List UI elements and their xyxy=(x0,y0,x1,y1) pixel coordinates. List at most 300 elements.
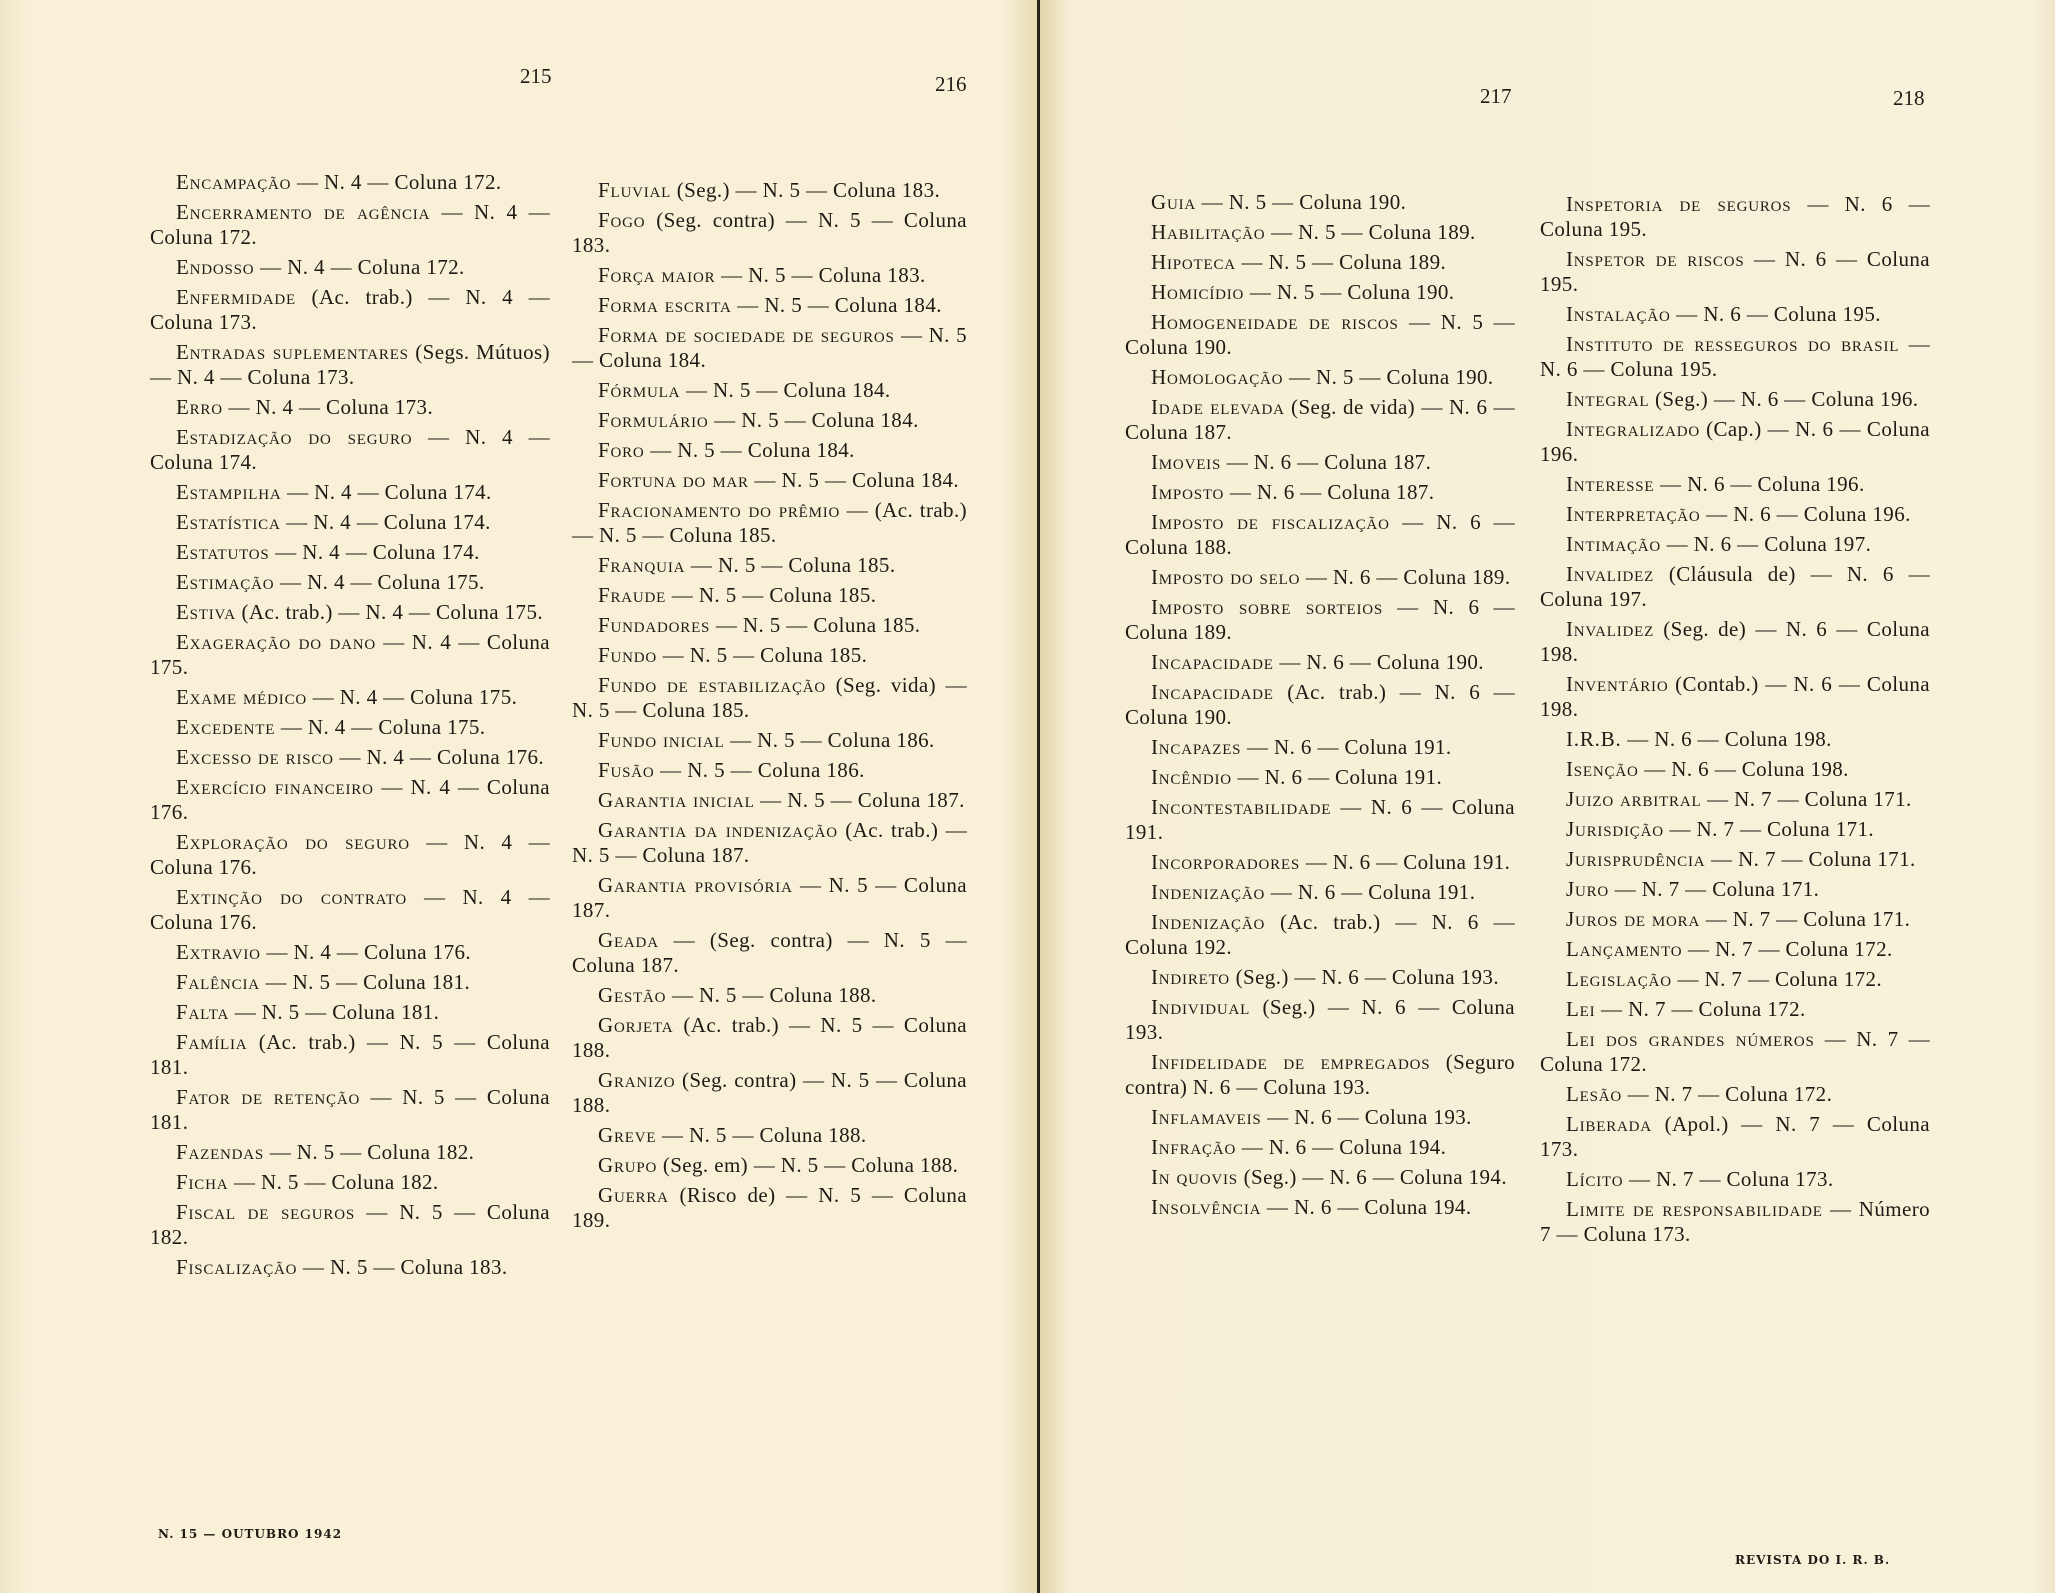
index-entry xyxy=(572,408,967,433)
index-entry xyxy=(572,438,967,463)
index-term: Franquia xyxy=(598,553,686,577)
index-entry xyxy=(572,928,967,978)
index-term: Força maior xyxy=(598,263,716,287)
index-entry xyxy=(1125,480,1515,505)
index-reference: — N. 4 — Coluna 174. xyxy=(280,510,491,534)
index-entry xyxy=(572,1183,967,1233)
index-reference: — N. 5 — Coluna 184. xyxy=(748,468,960,492)
index-term: Ficha xyxy=(176,1170,229,1194)
index-term: Fundadores xyxy=(598,613,711,637)
index-term: Foro xyxy=(598,438,645,462)
index-entry xyxy=(150,1255,550,1280)
index-entry xyxy=(1540,672,1930,722)
index-term: Estimação xyxy=(176,570,275,594)
index-reference: — N. 4 — Coluna 172. xyxy=(150,200,550,249)
index-entry xyxy=(572,208,967,258)
index-term: Imposto do selo xyxy=(1151,565,1301,589)
index-entry xyxy=(572,178,967,203)
index-entry xyxy=(1125,595,1515,645)
index-reference: — N. 6 — Coluna 190. xyxy=(1273,650,1484,674)
index-reference: — N. 6 — Coluna 194. xyxy=(1236,1135,1447,1159)
index-term: Lei dos grandes números xyxy=(1566,1027,1815,1051)
index-term: Fator de retenção xyxy=(176,1085,361,1109)
footer-issue: N. 15 — OUTUBRO 1942 xyxy=(158,1527,343,1541)
index-entry xyxy=(150,170,550,195)
index-entry xyxy=(150,340,550,390)
index-term: Garantia da indenização xyxy=(598,818,838,842)
index-reference: — N. 7 — Coluna 171. xyxy=(1701,787,1912,811)
index-reference: — N. 4 — Coluna 175. xyxy=(150,630,550,679)
index-term: Fazendas xyxy=(176,1140,265,1164)
index-reference: — N. 5 — Coluna 185. xyxy=(685,553,896,577)
index-entry xyxy=(150,970,550,995)
index-term: Imposto xyxy=(1151,480,1225,504)
index-term: Incontestabilidade xyxy=(1151,795,1332,819)
index-entry xyxy=(150,630,550,680)
index-reference: — N. 6 — Coluna 188. xyxy=(1125,510,1515,559)
index-reference: — N. 7 — Coluna 172. xyxy=(1540,1027,1931,1076)
index-entry xyxy=(572,378,967,403)
index-reference: — N. 6 — Coluna 193. xyxy=(1261,1105,1472,1129)
index-entry xyxy=(150,510,550,535)
index-column-215 xyxy=(150,170,550,1285)
index-term: Garantia provisória xyxy=(598,873,793,897)
index-term: Fogo xyxy=(598,208,646,232)
index-reference: — N. 4 — Coluna 174. xyxy=(150,425,550,474)
index-term: Estatutos xyxy=(176,540,270,564)
index-reference: — N. 6 — Coluna 191. xyxy=(1265,880,1476,904)
index-entry xyxy=(1125,735,1515,760)
index-term: Inspetor de riscos xyxy=(1566,247,1745,271)
index-reference: — N. 6 — Coluna 191. xyxy=(1125,795,1515,844)
index-entry xyxy=(572,758,967,783)
index-entry xyxy=(1125,395,1515,445)
index-reference: — N. 5 — Coluna 183. xyxy=(297,1255,508,1279)
index-entry xyxy=(1540,787,1930,812)
index-reference: — N. 4 — Coluna 172. xyxy=(254,255,465,279)
index-entry xyxy=(1125,220,1515,245)
index-term: Garantia inicial xyxy=(598,788,755,812)
index-term: Liberada xyxy=(1566,1112,1652,1136)
index-entry xyxy=(572,1153,967,1178)
index-entry xyxy=(1125,995,1515,1045)
index-reference: (Ac. trab.) — N. 6 — Coluna 190. xyxy=(1125,680,1515,729)
index-entry xyxy=(150,600,550,625)
index-reference: — N. 5 — Coluna 184. xyxy=(708,408,919,432)
index-entry xyxy=(1540,997,1930,1022)
index-entry xyxy=(150,1085,550,1135)
index-term: Fiscalização xyxy=(176,1255,298,1279)
index-entry xyxy=(572,263,967,288)
index-entry xyxy=(1125,250,1515,275)
index-entry xyxy=(150,570,550,595)
index-term: Forma escrita xyxy=(598,293,732,317)
index-term: Exageração do dano xyxy=(176,630,376,654)
index-entry xyxy=(1540,247,1930,297)
index-reference: — N. 4 — Coluna 176. xyxy=(150,830,550,879)
index-reference: — N. 5 — Coluna 190. xyxy=(1283,365,1494,389)
footer-journal: REVISTA DO I. R. B. xyxy=(1735,1553,1891,1567)
index-entry xyxy=(1540,617,1930,667)
index-term: Integral xyxy=(1566,387,1650,411)
index-term: Fusão xyxy=(598,758,655,782)
index-reference: — N. 6 — Coluna 195. xyxy=(1540,332,1930,381)
index-term: Excedente xyxy=(176,715,276,739)
index-reference: — N. 7 — Coluna 171. xyxy=(1705,847,1916,871)
index-term: Fluvial xyxy=(598,178,672,202)
index-entry xyxy=(1540,817,1930,842)
index-entry xyxy=(1540,727,1930,752)
index-entry xyxy=(1540,332,1930,382)
index-entry xyxy=(1125,965,1515,990)
index-reference: — Número 7 — Coluna 173. xyxy=(1540,1197,1930,1246)
index-term: Individual xyxy=(1151,995,1251,1019)
right-page xyxy=(1040,0,2055,1593)
index-entry xyxy=(572,613,967,638)
index-term: Lançamento xyxy=(1566,937,1683,961)
index-term: Fórmula xyxy=(598,378,681,402)
index-term: Fundo xyxy=(598,643,658,667)
index-reference: — N. 5 — Coluna 184. xyxy=(644,438,855,462)
index-term: Interpretação xyxy=(1566,502,1701,526)
index-term: Lícito xyxy=(1566,1167,1624,1191)
index-term: Fortuna do mar xyxy=(598,468,749,492)
index-term: I.R.B. xyxy=(1566,727,1622,751)
index-term: Imposto sobre sorteios xyxy=(1151,595,1384,619)
index-term: Guia xyxy=(1151,190,1197,214)
page-number-215: 215 xyxy=(520,64,552,88)
index-reference: — N. 4 — Coluna 176. xyxy=(333,745,545,769)
index-reference: — N. 6 — Coluna 191. xyxy=(1241,735,1452,759)
index-entry xyxy=(1125,910,1515,960)
index-term: Limite de responsabilidade xyxy=(1566,1197,1823,1221)
index-entry xyxy=(1540,302,1930,327)
index-term: Imposto de fiscalização xyxy=(1151,510,1390,534)
index-entry xyxy=(572,583,967,608)
index-entry xyxy=(1540,937,1930,962)
index-reference: — N. 5 — Coluna 182. xyxy=(264,1140,475,1164)
index-term: Isenção xyxy=(1566,757,1639,781)
index-term: Fraude xyxy=(598,583,667,607)
index-reference: (Seg. de vida) — N. 6 — Coluna 187. xyxy=(1125,395,1515,444)
index-reference: — N. 4 — Coluna 176. xyxy=(260,940,472,964)
index-term: Encerramento de agência xyxy=(176,200,431,224)
index-term: Grupo xyxy=(598,1153,658,1177)
index-entry xyxy=(150,425,550,475)
index-reference: — N. 6 — Coluna 197. xyxy=(1661,532,1872,556)
index-term: Juizo arbitral xyxy=(1566,787,1702,811)
index-reference: — N. 4 — Coluna 175. xyxy=(274,570,485,594)
index-reference: — N. 5 — Coluna 189. xyxy=(1235,250,1447,274)
index-entry xyxy=(1125,1050,1515,1100)
index-reference: — N. 7 — Coluna 172. xyxy=(1682,937,1893,961)
index-entry xyxy=(1540,847,1930,872)
index-column-217 xyxy=(1125,190,1515,1225)
index-reference: (Seg.) — N. 6 — Coluna 196. xyxy=(1649,387,1919,411)
index-term: Granizo xyxy=(598,1068,676,1092)
index-reference: (Seg.) — N. 5 — Coluna 183. xyxy=(671,178,941,202)
index-term: Falência xyxy=(176,970,260,994)
index-reference: (Seg. em) — N. 5 — Coluna 188. xyxy=(657,1153,959,1177)
index-entry xyxy=(150,1000,550,1025)
index-entry xyxy=(1540,1082,1930,1107)
index-reference: (Cláusula de) — N. 6 — Coluna 197. xyxy=(1540,562,1930,611)
page-number-218: 218 xyxy=(1893,86,1925,110)
index-term: Formulário xyxy=(598,408,709,432)
index-term: In quovis xyxy=(1151,1165,1238,1189)
index-reference: — N. 5 — Coluna 185. xyxy=(657,643,868,667)
index-entry xyxy=(1540,472,1930,497)
index-term: Estampilha xyxy=(176,480,282,504)
index-term: Incorporadores xyxy=(1151,850,1301,874)
index-entry xyxy=(1540,387,1930,412)
index-reference: (Seg.) — N. 6 — Coluna 193. xyxy=(1229,965,1499,989)
index-reference: — N. 6 — Coluna 198. xyxy=(1638,757,1849,781)
index-entry xyxy=(1125,365,1515,390)
index-entry xyxy=(572,818,967,868)
index-reference: — N. 4 — Coluna 173. xyxy=(222,395,434,419)
index-reference: — N. 6 — Coluna 191. xyxy=(1231,765,1443,789)
index-entry xyxy=(150,395,550,420)
index-entry xyxy=(1125,1135,1515,1160)
index-reference: — N. 5 — Coluna 189. xyxy=(1265,220,1476,244)
index-reference: (Risco de) — N. 5 — Coluna 189. xyxy=(572,1183,967,1232)
index-reference: — N. 7 — Coluna 172. xyxy=(1622,1082,1833,1106)
index-entry xyxy=(150,685,550,710)
index-term: Incêndio xyxy=(1151,765,1232,789)
index-entry xyxy=(150,540,550,565)
index-entry xyxy=(572,468,967,493)
index-term: Lei xyxy=(1566,997,1596,1021)
index-entry xyxy=(572,293,967,318)
index-entry xyxy=(1125,510,1515,560)
index-term: Instituto de resseguros do brasil xyxy=(1566,332,1900,356)
index-term: Infidelidade de empregados xyxy=(1151,1050,1431,1074)
index-term: Insolvência xyxy=(1151,1195,1262,1219)
index-reference: — N. 7 — Coluna 172. xyxy=(1671,967,1883,991)
index-reference: — N. 4 — Coluna 174. xyxy=(269,540,480,564)
index-term: Infração xyxy=(1151,1135,1237,1159)
index-column-216 xyxy=(572,178,967,1238)
index-entry xyxy=(572,673,967,723)
index-reference: (Ac. trab.) — N. 5 — Coluna 181. xyxy=(150,1030,550,1079)
index-reference: — N. 4 — Coluna 175. xyxy=(275,715,486,739)
index-term: Hipoteca xyxy=(1151,250,1236,274)
index-reference: — N. 5 — Coluna 182. xyxy=(228,1170,439,1194)
index-entry xyxy=(150,1030,550,1080)
index-entry xyxy=(150,200,550,250)
index-term: Invalidez xyxy=(1566,617,1655,641)
index-term: Exame médico xyxy=(176,685,308,709)
index-entry xyxy=(150,830,550,880)
index-entry xyxy=(1540,1197,1930,1247)
index-entry xyxy=(572,323,967,373)
index-entry xyxy=(572,873,967,923)
index-reference: — N. 6 — Coluna 194. xyxy=(1261,1195,1472,1219)
index-term: Fundo inicial xyxy=(598,728,725,752)
index-entry xyxy=(150,775,550,825)
index-entry xyxy=(1125,1195,1515,1220)
index-reference: — N. 6 — Coluna 196. xyxy=(1700,502,1911,526)
index-term: Geada xyxy=(598,928,659,952)
index-entry xyxy=(150,940,550,965)
index-entry xyxy=(1540,532,1930,557)
index-reference: — N. 6 — Coluna 187. xyxy=(1224,480,1435,504)
index-reference: — N. 7 — Coluna 172. xyxy=(1595,997,1806,1021)
index-reference: (Seguro contra) N. 6 — Coluna 193. xyxy=(1125,1050,1515,1099)
index-term: Instalação xyxy=(1566,302,1671,326)
index-term: Indenização xyxy=(1151,910,1266,934)
index-entry xyxy=(1125,565,1515,590)
index-term: Homogeneidade de riscos xyxy=(1151,310,1399,334)
index-term: Estiva xyxy=(176,600,236,624)
index-reference: — N. 4 — Coluna 175. xyxy=(307,685,518,709)
index-entry xyxy=(1125,1165,1515,1190)
index-entry xyxy=(1125,795,1515,845)
index-reference: — N. 5 — Coluna 187. xyxy=(572,873,967,922)
index-term: Fundo de estabilização xyxy=(598,673,827,697)
index-reference: (Seg.) — N. 6 — Coluna 193. xyxy=(1125,995,1515,1044)
index-entry xyxy=(1540,967,1930,992)
index-entry xyxy=(1125,310,1515,360)
index-reference: — N. 6 — Coluna 196. xyxy=(1654,472,1865,496)
index-entry xyxy=(150,745,550,770)
index-entry xyxy=(572,1013,967,1063)
index-term: Juro xyxy=(1566,877,1610,901)
index-term: Estadização do seguro xyxy=(176,425,413,449)
index-term: Excesso de risco xyxy=(176,745,334,769)
index-reference: — N. 5 — Coluna 184. xyxy=(731,293,942,317)
index-reference: — N. 4 — Coluna 176. xyxy=(150,775,550,824)
index-term: Família xyxy=(176,1030,248,1054)
index-term: Incapacidade xyxy=(1151,650,1274,674)
index-entry xyxy=(150,285,550,335)
index-entry xyxy=(1125,850,1515,875)
index-term: Exercício financeiro xyxy=(176,775,374,799)
index-term: Legislação xyxy=(1566,967,1672,991)
index-entry xyxy=(1125,280,1515,305)
page-number-217: 217 xyxy=(1480,84,1512,108)
index-reference: (Seg. vida) — N. 5 — Coluna 185. xyxy=(572,673,967,722)
index-reference: — N. 5 — Coluna 185. xyxy=(710,613,921,637)
index-entry xyxy=(1540,192,1930,242)
index-entry xyxy=(1540,1167,1930,1192)
index-reference: (Ac. trab.) — N. 6 — Coluna 192. xyxy=(1125,910,1515,959)
index-reference: (Seg. de) — N. 6 — Coluna 198. xyxy=(1540,617,1930,666)
index-reference: (Segs. Mútuos) — N. 4 — Coluna 173. xyxy=(150,340,551,389)
index-reference: — N. 5 — Coluna 183. xyxy=(715,263,926,287)
index-reference: — N. 6 — Coluna 195. xyxy=(1670,302,1881,326)
index-entry xyxy=(150,1170,550,1195)
index-reference: — N. 6 — Coluna 189. xyxy=(1125,595,1516,644)
index-term: Entradas suplementares xyxy=(176,340,409,364)
index-entry xyxy=(1540,1027,1930,1077)
index-entry xyxy=(1125,190,1515,215)
index-reference: — N. 7 — Coluna 171. xyxy=(1663,817,1875,841)
index-reference: (Seg. contra) — N. 5 — Coluna 188. xyxy=(572,1068,967,1117)
index-entry xyxy=(1540,417,1930,467)
index-reference: — N. 5 — Coluna 181. xyxy=(259,970,471,994)
index-term: Guerra xyxy=(598,1183,669,1207)
index-reference: — N. 5 — Coluna 181. xyxy=(150,1085,550,1134)
index-entry xyxy=(150,1140,550,1165)
index-term: Indenização xyxy=(1151,880,1266,904)
index-reference: — (Ac. trab.) — N. 5 — Coluna 185. xyxy=(572,498,967,547)
index-term: Endosso xyxy=(176,255,255,279)
index-reference: — N. 5 — Coluna 184. xyxy=(572,323,967,372)
index-term: Lesão xyxy=(1566,1082,1622,1106)
index-entry xyxy=(1540,502,1930,527)
index-term: Extinção do contrato xyxy=(176,885,407,909)
index-entry xyxy=(1125,680,1515,730)
index-reference: (Cap.) — N. 6 — Coluna 196. xyxy=(1540,417,1930,466)
index-reference: — N. 5 — Coluna 187. xyxy=(754,788,965,812)
index-term: Exploração do seguro xyxy=(176,830,410,854)
index-column-218 xyxy=(1540,192,1930,1252)
index-term: Jurisdição xyxy=(1566,817,1664,841)
index-term: Interesse xyxy=(1566,472,1655,496)
index-entry xyxy=(1540,1112,1930,1162)
index-entry xyxy=(150,1200,550,1250)
index-reference: — N. 6 — Coluna 198. xyxy=(1621,727,1832,751)
index-reference: — N. 5 — Coluna 182. xyxy=(150,1200,550,1249)
index-reference: — N. 4 — Coluna 176. xyxy=(150,885,551,934)
index-reference: — N. 5 — Coluna 186. xyxy=(654,758,865,782)
index-term: Juros de mora xyxy=(1566,907,1701,931)
index-reference: (Apol.) — N. 7 — Coluna 173. xyxy=(1540,1112,1930,1161)
index-reference: (Contab.) — N. 6 — Coluna 198. xyxy=(1540,672,1930,721)
index-reference: — N. 5 — Coluna 185. xyxy=(666,583,877,607)
index-entry xyxy=(150,715,550,740)
index-reference: (Ac. trab.) — N. 5 — Coluna 188. xyxy=(572,1013,967,1062)
index-entry xyxy=(150,255,550,280)
index-entry xyxy=(572,788,967,813)
index-term: Fracionamento do prêmio xyxy=(598,498,841,522)
index-term: Fiscal de seguros xyxy=(176,1200,355,1224)
index-entry xyxy=(1125,765,1515,790)
index-reference: — N. 4 — Coluna 174. xyxy=(281,480,492,504)
index-entry xyxy=(1125,450,1515,475)
index-term: Inventário xyxy=(1566,672,1669,696)
index-reference: — N. 6 — Coluna 187. xyxy=(1221,450,1432,474)
index-term: Homologação xyxy=(1151,365,1284,389)
index-reference: — N. 6 — Coluna 189. xyxy=(1300,565,1511,589)
index-term: Forma de sociedade de seguros xyxy=(598,323,895,347)
index-reference: (Seg.) — N. 6 — Coluna 194. xyxy=(1237,1165,1507,1189)
index-term: Integralizado xyxy=(1566,417,1701,441)
index-term: Homicídio xyxy=(1151,280,1245,304)
index-term: Inspetoria de seguros xyxy=(1566,192,1792,216)
index-entry xyxy=(572,553,967,578)
index-term: Enfermidade xyxy=(176,285,296,309)
index-reference: — N. 6 — Coluna 191. xyxy=(1300,850,1511,874)
index-reference: — N. 5 — Coluna 186. xyxy=(724,728,935,752)
index-term: Incapacidade xyxy=(1151,680,1274,704)
index-entry xyxy=(1125,880,1515,905)
index-entry xyxy=(1540,757,1930,782)
index-reference: — N. 5 — Coluna 184. xyxy=(680,378,891,402)
index-term: Estatística xyxy=(176,510,281,534)
index-reference: — N. 5 — Coluna 188. xyxy=(656,1123,867,1147)
index-term: Erro xyxy=(176,395,223,419)
index-reference: — N. 5 — Coluna 181. xyxy=(229,1000,440,1024)
index-reference: — N. 7 — Coluna 173. xyxy=(1623,1167,1834,1191)
index-term: Indireto xyxy=(1151,965,1230,989)
index-entry xyxy=(572,728,967,753)
index-entry xyxy=(572,498,967,548)
index-entry xyxy=(1125,650,1515,675)
index-term: Incapazes xyxy=(1151,735,1242,759)
